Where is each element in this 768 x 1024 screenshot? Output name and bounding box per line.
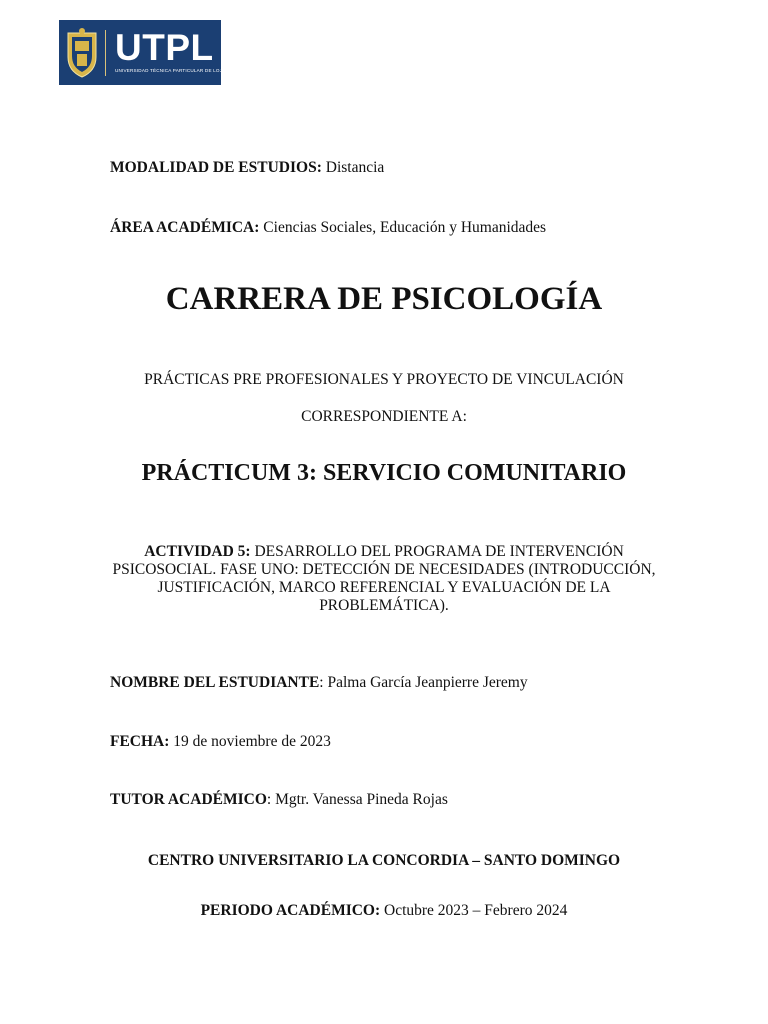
activity-label: ACTIVIDAD 5:	[144, 543, 251, 560]
modalidad-label: MODALIDAD DE ESTUDIOS:	[110, 159, 322, 176]
practicum-heading: PRÁCTICUM 3: SERVICIO COMUNITARIO	[141, 460, 627, 486]
logo-divider	[105, 30, 106, 76]
centro-universitario: CENTRO UNIVERSITARIO LA CONCORDIA – SANTO DOMINGO	[147, 852, 621, 869]
modalidad-line	[110, 158, 384, 178]
activity-description	[110, 543, 658, 615]
estudiante-line	[110, 673, 528, 693]
periodo-line	[0, 901, 768, 921]
fecha-line	[110, 732, 331, 752]
tutor-label: TUTOR ACADÉMICO	[110, 791, 267, 808]
periodo-label: PERIODO ACADÉMICO:	[200, 902, 381, 919]
subtitle-correspondiente: CORRESPONDIENTE A:	[301, 408, 467, 425]
fecha-value: 19 de noviembre de 2023	[169, 733, 331, 750]
estudiante-value: : Palma García Jeanpierre Jeremy	[319, 674, 528, 691]
university-crest-icon	[65, 27, 99, 79]
area-value: Ciencias Sociales, Educación y Humanidades	[259, 219, 547, 236]
activity-text: DESARROLLO DEL PROGRAMA DE INTERVENCIÓN PSICOSOCIAL. FASE UNO: DETECCIÓN DE NECESIDADES (INTRODUCCIÓN, JUSTIFICACIÓN, MARCO REFERENCIAL Y EVALUACIÓN DE LA PROBLEMÁTICA).	[112, 543, 656, 614]
subtitle-practicas: PRÁCTICAS PRE PROFESIONALES Y PROYECTO DE VINCULACIÓN	[144, 371, 624, 388]
logo-brand: UTPL	[115, 27, 214, 68]
fecha-label: FECHA:	[110, 733, 170, 750]
tutor-line	[110, 790, 448, 810]
estudiante-label: NOMBRE DEL ESTUDIANTE	[110, 674, 320, 691]
area-label: ÁREA ACADÉMICA:	[110, 219, 260, 236]
modalidad-value: Distancia	[321, 159, 385, 176]
periodo-value: Octubre 2023 – Febrero 2024	[380, 902, 568, 919]
area-line	[110, 218, 546, 238]
tutor-value: : Mgtr. Vanessa Pineda Rojas	[266, 791, 448, 808]
utpl-logo	[59, 20, 226, 85]
page-title: CARRERA DE PSICOLOGÍA	[165, 281, 603, 317]
logo-subtitle: UNIVERSIDAD TÉCNICA PARTICULAR DE LOJA	[115, 68, 226, 73]
